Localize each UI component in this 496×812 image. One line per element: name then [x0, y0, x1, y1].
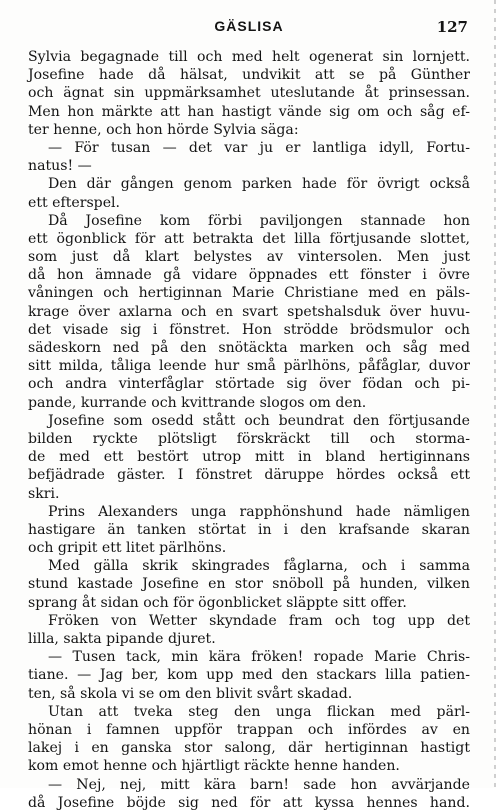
- text-line: våningen och hertiginnan Marie Christiane med en päls-: [28, 285, 470, 302]
- text-line: natus! —: [28, 158, 92, 175]
- text-line: Josefine som osedd stått och beundrat den förtjusande: [48, 412, 470, 429]
- text-line: Men hon märkte att han hastigt vände sig om och såg ef-: [28, 103, 470, 120]
- text-line: de med ett bestört utrop mitt in bland hertiginnans: [28, 449, 470, 466]
- text-line: Med gälla skrik skingrades fåglarna, och i samma: [48, 558, 470, 575]
- text-line: ett efterspel.: [28, 194, 121, 211]
- text-line: då Josefine böjde sig ned för att kyssa hennes hand.: [28, 794, 470, 811]
- text-line: — Nej, nej, mitt kära barn! sade hon avvärjande: [48, 776, 470, 793]
- text-line: ten, så skola vi se om den blivit svårt skadad.: [28, 685, 353, 702]
- text-line: Då Josefine kom förbi paviljongen stannade hon: [48, 212, 470, 229]
- text-line: Josefine hade då hälsat, undvikit att se på Günther: [28, 67, 470, 84]
- text-line: Den där gången genom parken hade för övrigt också: [48, 176, 470, 193]
- text-line: lakej i en ganska stor salong, där hertiginnan hastigt: [28, 740, 470, 757]
- text-line: och ägnat sin uppmärksamhet uteslutande åt prinsessan.: [28, 85, 470, 102]
- text-line: lilla, sakta pipande djuret.: [28, 631, 216, 647]
- text-line: pande, kurrande och kvittrande slogos om den.: [28, 394, 367, 411]
- text-line: hastigare än tanken störtat in i den krafsande skaran: [28, 521, 470, 538]
- page-body-text: [28, 48, 470, 812]
- text-line: och gripit ett litet pärlhöns.: [28, 540, 227, 557]
- text-line: och andra vinterfåglar störtade sig över födan och pi-: [28, 376, 470, 393]
- text-line: då hon ämnade gå vidare öppnades ett fönster i övre: [28, 267, 470, 284]
- page-header: [30, 18, 468, 40]
- text-line: kom emot henne och hjärtligt räckte henne handen.: [28, 758, 400, 775]
- text-line: ett ögonblick för att betrakta det lilla förtjusande slottet,: [28, 230, 470, 247]
- text-line: ter henne, och hon hörde Sylvia säga:: [28, 121, 299, 138]
- text-line: som just då klart belystes av vintersolen. Men just: [28, 249, 470, 266]
- text-line: skri.: [28, 485, 60, 502]
- text-line: sädeskorn ned på den snötäckta marken och såg med: [28, 340, 470, 356]
- text-line: sitt milda, tåliga leende hur små pärlhöns, påfåglar, duvor: [28, 358, 470, 375]
- text-line: Prins Alexanders unga rapphönshund hade nämligen: [48, 503, 470, 520]
- text-line: sprang åt sidan och för ögonblicket släppte sitt offer.: [28, 594, 407, 611]
- page-number: 127: [436, 18, 468, 36]
- text-line: — För tusan — det var ju er lantliga idyll, Fortu-: [48, 139, 470, 156]
- text-line: — Tusen tack, min kära fröken! ropade Marie Chris-: [48, 649, 470, 666]
- running-title: GÄSLISA: [214, 18, 284, 34]
- text-line: stund kastade Josefine en stor snöboll på hunden, vilken: [28, 576, 470, 593]
- text-line: tiane. — Jag ber, kom upp med den stackars lilla patien-: [28, 667, 470, 684]
- text-line: hönan i famnen uppför trappan och infördes av en: [28, 721, 470, 738]
- text-line: det visade sig i fönstret. Hon strödde brödsmulor och: [28, 321, 470, 338]
- text-line: Utan att tveka steg den unga flickan med pärl-: [48, 703, 470, 720]
- text-line: bilden ryckte plötsligt förskräckt till och storma-: [28, 430, 470, 447]
- text-line: befjädrade gäster. I fönstret däruppe hördes också ett: [28, 467, 470, 484]
- text-line: Fröken von Wetter skyndade fram och tog upp det: [48, 612, 470, 629]
- text-line: krage över axlarna och en svart spetshalsduk över huvu-: [28, 303, 470, 320]
- text-line: Sylvia begagnade till och med helt ogenerat sin lornjett.: [28, 49, 470, 65]
